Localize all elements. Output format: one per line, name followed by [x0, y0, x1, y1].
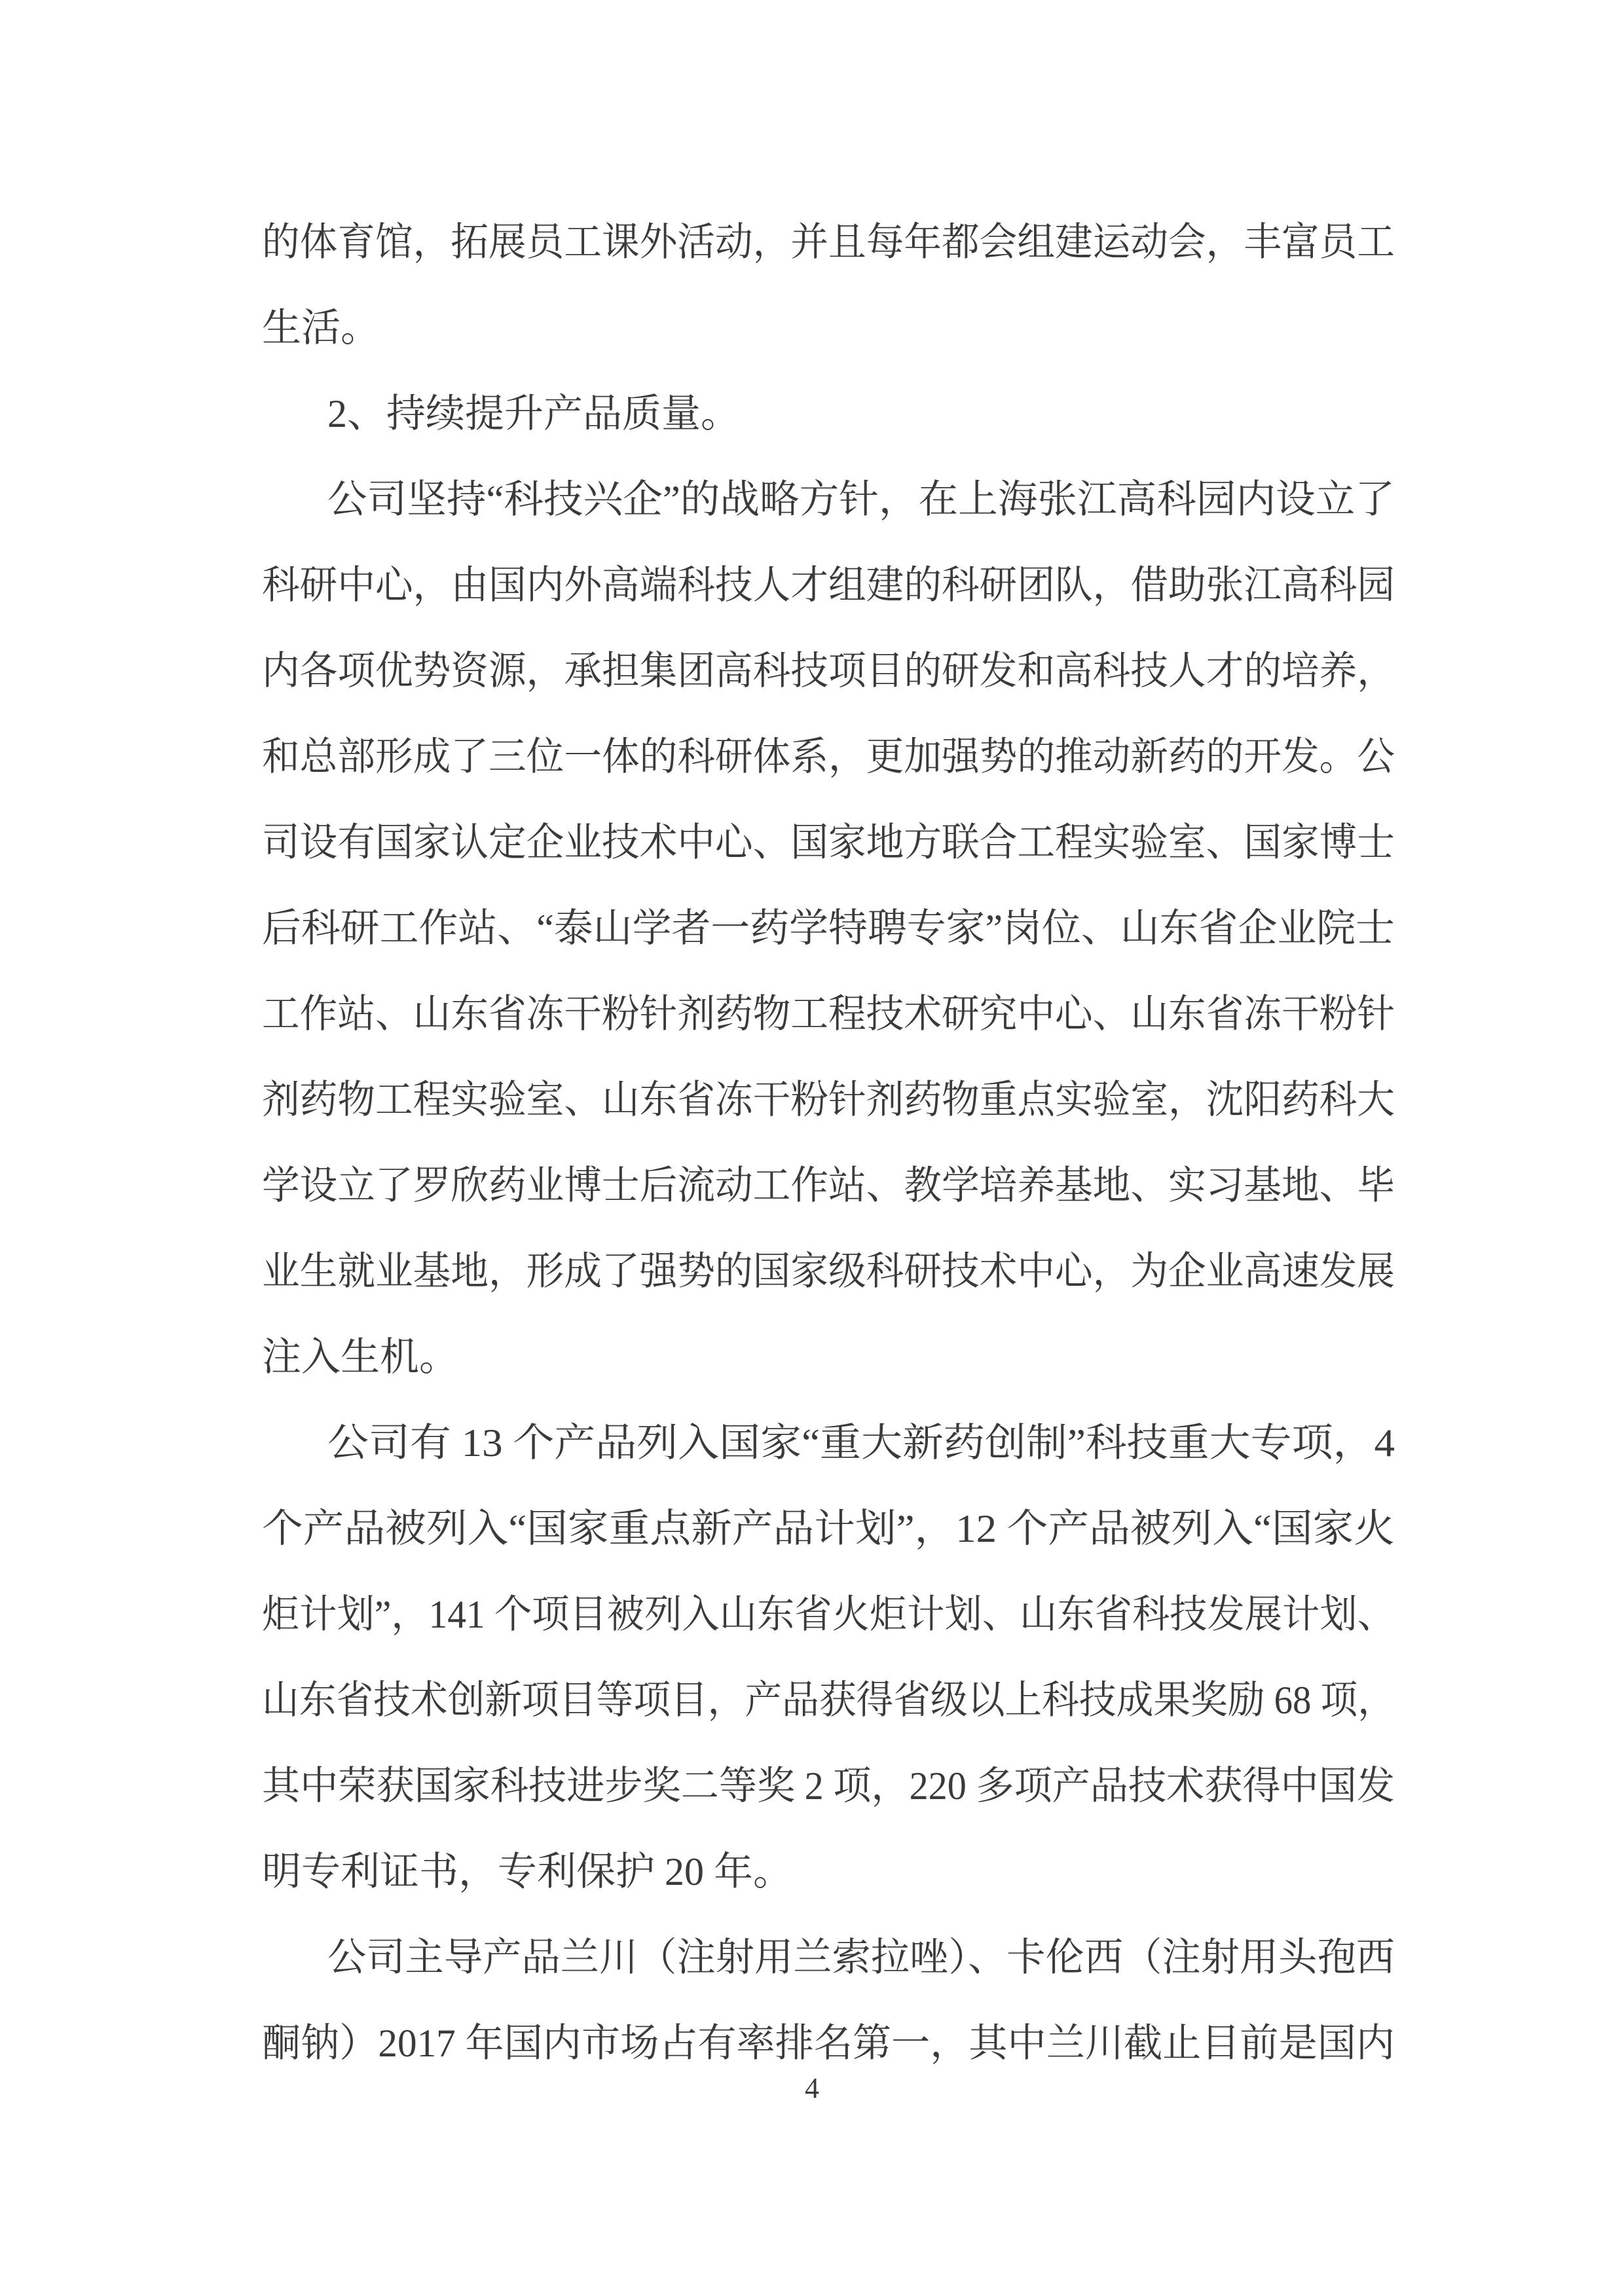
- text-line: [262, 1486, 1395, 1572]
- text-line: [262, 629, 1395, 714]
- text-line-content: 明专利证书，专利保护 20 年。: [262, 1850, 792, 1893]
- text-line: [262, 800, 1395, 886]
- text-line: [262, 200, 1395, 285]
- text-line: [262, 1658, 1395, 1743]
- text-line: [262, 1829, 1395, 1915]
- text-line: [262, 457, 1395, 543]
- text-line: [262, 1400, 1395, 1486]
- text-line-content: 后科研工作站、“泰山学者一药学特聘专家”岗位、山东省企业院士: [262, 907, 1395, 950]
- page-body: [262, 200, 1395, 2086]
- text-line-content: 2、持续提升产品质量。: [327, 392, 740, 435]
- text-line-content: 山东省技术创新项目等项目，产品获得省级以上科技成果奖励 68 项，: [262, 1679, 1395, 1722]
- text-line: [262, 285, 1395, 371]
- text-line: [262, 1572, 1395, 1658]
- text-line: [262, 714, 1395, 800]
- text-line-content: 生活。: [262, 306, 380, 350]
- text-line-content: 注入生机。: [262, 1336, 458, 1379]
- text-line: [262, 543, 1395, 629]
- text-line: [262, 1743, 1395, 1829]
- text-line-content: 和总部形成了三位一体的科研体系，更加强势的推动新药的开发。公: [262, 735, 1395, 778]
- text-line: [262, 1057, 1395, 1143]
- text-line: [262, 972, 1395, 1057]
- text-line-content: 公司主导产品兰川（注射用兰索拉唑）、卡伦西（注射用头孢西: [327, 1936, 1395, 1979]
- text-line-content: 司设有国家认定企业技术中心、国家地方联合工程实验室、国家博士: [262, 821, 1395, 864]
- text-line-content: 公司有 13 个产品列入国家“重大新药创制”科技重大专项，4: [327, 1421, 1395, 1465]
- text-line-content: 科研中心，由国内外高端科技人才组建的科研团队，借助张江高科园: [262, 564, 1395, 607]
- text-line-content: 工作站、山东省冻干粉针剂药物工程技术研究中心、山东省冻干粉针: [262, 993, 1395, 1036]
- text-line-content: 酮钠）2017 年国内市场占有率排名第一，其中兰川截止目前是国内: [262, 2022, 1395, 2065]
- text-line: [262, 1315, 1395, 1400]
- text-line: [262, 1915, 1395, 2001]
- text-line-content: 内各项优势资源，承担集团高科技项目的研发和高科技人才的培养，: [262, 649, 1395, 693]
- text-line-content: 的体育馆，拓展员工课外活动，并且每年都会组建运动会，丰富员工: [262, 221, 1395, 264]
- text-line: [262, 1143, 1395, 1229]
- text-line-content: 公司坚持“科技兴企”的战略方针，在上海张江高科园内设立了: [327, 478, 1395, 521]
- text-line-content: 其中荣获国家科技进步奖二等奖 2 项，220 多项产品技术获得中国发: [262, 1764, 1395, 1808]
- text-line: [262, 371, 1395, 457]
- text-line-content: 业生就业基地，形成了强势的国家级科研技术中心，为企业高速发展: [262, 1250, 1395, 1293]
- text-line-content: 个产品被列入“国家重点新产品计划”，12 个产品被列入“国家火: [262, 1507, 1395, 1550]
- text-line-content: 剂药物工程实验室、山东省冻干粉针剂药物重点实验室，沈阳药科大: [262, 1078, 1395, 1121]
- text-line: [262, 1229, 1395, 1315]
- text-line: [262, 886, 1395, 972]
- page-number: 4: [805, 2072, 819, 2104]
- text-line-content: 炬计划”，141 个项目被列入山东省火炬计划、山东省科技发展计划、: [262, 1593, 1395, 1636]
- text-line-content: 学设立了罗欣药业博士后流动工作站、教学培养基地、实习基地、毕: [262, 1164, 1395, 1207]
